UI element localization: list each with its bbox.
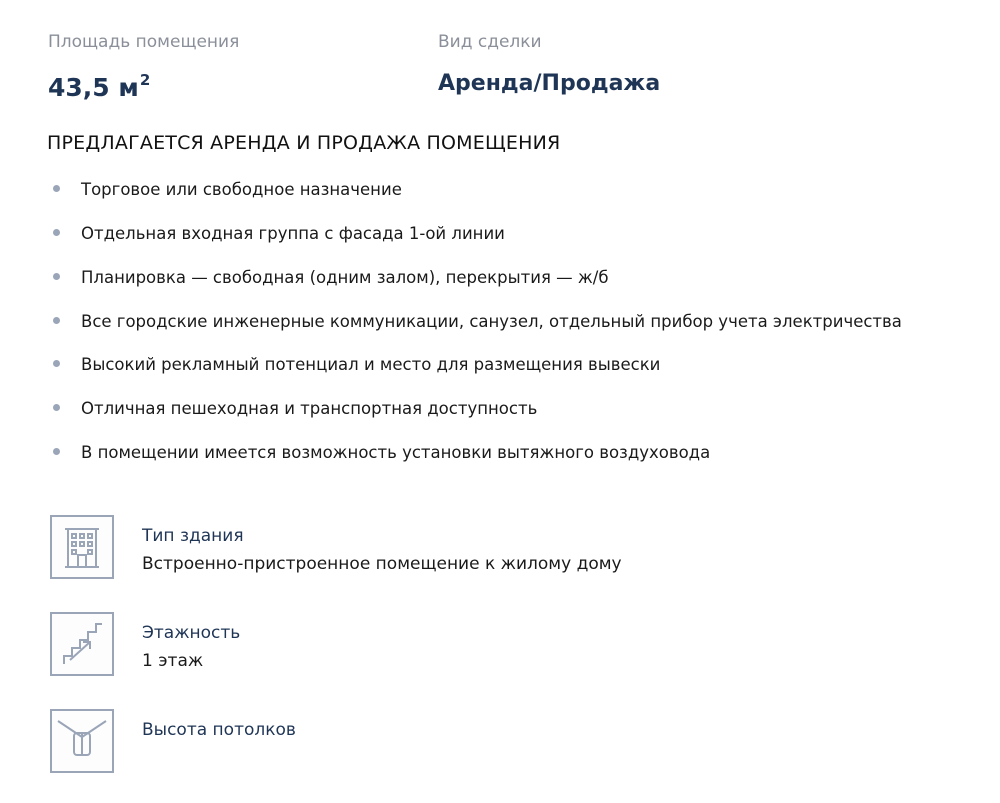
specs-list	[48, 512, 928, 803]
spec-label: Этажность	[142, 623, 241, 643]
deal-type-block	[438, 30, 660, 100]
ceiling-height-icon	[50, 709, 114, 773]
area-label: Площадь помещения	[48, 32, 240, 52]
bullet-dot-icon	[53, 448, 60, 455]
spec-building-type	[48, 512, 928, 609]
building-icon	[50, 515, 114, 579]
spec-floors	[48, 609, 928, 706]
deal-type-value: Аренда/Продажа	[438, 71, 661, 96]
feature-text: Планировка — свободная (одним залом), перекрытия — ж/б	[81, 268, 609, 287]
spec-ceiling-height	[48, 706, 928, 803]
feature-item	[48, 176, 928, 203]
bullet-dot-icon	[53, 185, 60, 192]
area-value	[48, 64, 239, 104]
deal-type-label: Вид сделки	[438, 32, 542, 52]
bullet-dot-icon	[53, 360, 60, 367]
bullet-dot-icon	[53, 273, 60, 280]
area-number: 43,5 м	[48, 73, 139, 102]
spec-label: Высота потолков	[142, 720, 296, 740]
feature-text: Торговое или свободное назначение	[81, 180, 402, 199]
feature-item	[48, 264, 928, 291]
feature-item	[48, 308, 928, 335]
spec-value: Встроенно-пристроенное помещение к жилому дому	[142, 554, 622, 574]
feature-text: Отдельная входная группа с фасада 1-ой линии	[81, 224, 505, 243]
feature-item	[48, 439, 928, 466]
feature-item	[48, 351, 928, 378]
stairs-icon	[50, 612, 114, 676]
feature-text: Высокий рекламный потенциал и место для размещения вывески	[81, 355, 661, 374]
feature-text: В помещении имеется возможность установки вытяжного воздуховода	[81, 443, 711, 462]
bullet-dot-icon	[53, 404, 60, 411]
bullet-dot-icon	[53, 317, 60, 324]
area-unit-superscript: 2	[139, 71, 151, 89]
feature-item	[48, 395, 928, 422]
area-block	[48, 30, 239, 104]
feature-item	[48, 220, 928, 247]
spec-label: Тип здания	[142, 526, 244, 546]
feature-text: Отличная пешеходная и транспортная доступность	[81, 399, 538, 418]
property-summary	[48, 30, 948, 110]
feature-text: Все городские инженерные коммуникации, санузел, отдельный прибор учета электричества	[81, 312, 902, 331]
bullet-dot-icon	[53, 229, 60, 236]
spec-value: 1 этаж	[142, 651, 204, 671]
offer-heading: ПРЕДЛАГАЕТСЯ АРЕНДА И ПРОДАЖА ПОМЕЩЕНИЯ	[47, 132, 561, 154]
features-list	[48, 176, 928, 483]
